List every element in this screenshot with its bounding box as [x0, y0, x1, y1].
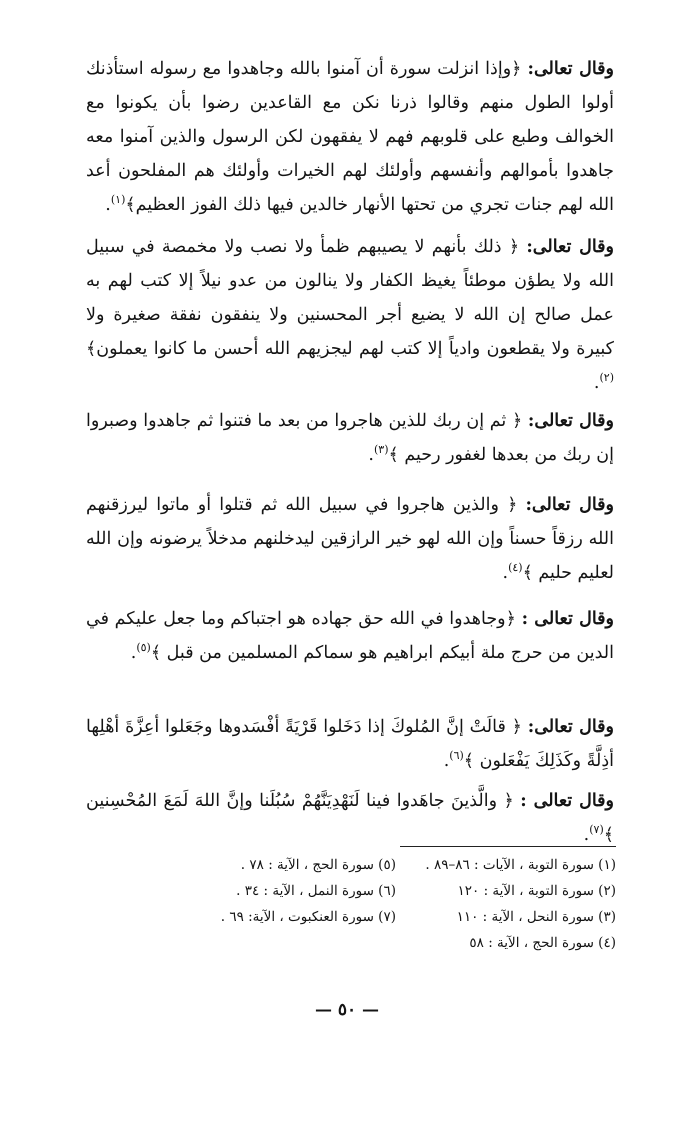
- footnote-ref: (٤): [508, 561, 523, 575]
- footnote-ref: (٣): [374, 443, 389, 457]
- footnotes-left-column: [181, 852, 396, 930]
- end-mark: .: [130, 643, 137, 663]
- footnote-ref: (٢): [599, 371, 614, 385]
- verse-text: ﴿ ذلك بأنهم لا يصيبهم ظمأ ولا نصب ولا مخمصة في سبيل الله ولا يطؤن موطئاً يغيظ الكفار ولا ينالون من عدو نيلاً إلا كتب لهم به عمل صالح إن الله لا يضيع أجر المحسنين ولا ينفقون نفقة صغيرة ولا كبيرة ولا يقطعون وادياً إلا كتب لهم ليجزيهم الله أحسن ما كانوا يعملون﴾: [86, 237, 614, 359]
- paragraph-2: [86, 230, 614, 400]
- paragraph-lead: وقال تعالى:: [525, 495, 614, 515]
- end-mark: .: [105, 195, 111, 215]
- paragraph-3: [86, 404, 614, 472]
- footnote-ref: (٧): [589, 823, 604, 837]
- end-mark: .: [593, 373, 600, 393]
- footnotes-right-column: [401, 852, 616, 956]
- footnote-2: (٢) سورة التوبة ، الآية : ١٢٠: [457, 883, 616, 899]
- footnote-ref: (٥): [136, 641, 151, 655]
- footnote-7: (٧) سورة العنكبوت ، الآية: ٦٩ .: [220, 909, 396, 925]
- paragraph-7: [86, 784, 614, 852]
- paragraph-1: [86, 52, 614, 222]
- footnote-4: (٤) سورة الحج ، الآية : ٥٨: [469, 935, 616, 951]
- footnote-ref: (٦): [449, 749, 464, 763]
- paragraph-lead: وقال تعالى :: [520, 791, 614, 811]
- footnote-divider: [400, 846, 616, 847]
- paragraph-4: [86, 488, 614, 590]
- verse-text: ﴿وإذا انزلت سورة أن آمنوا بالله وجاهدوا مع رسوله استأذنك أولوا الطول منهم وقالوا ذرنا نكن مع القاعدين رضوا بأن يكونوا مع الخوالف وطبع على قلوبهم فهم لا يفقهون لكن الرسول والذين آمنوا معه جاهدوا بأموالهم وأنفسهم وأولئك لهم الخيرات وأولئك هم المفلحون أعد الله لهم جنات تجري من تحتها الأنهار خالدين فيها ذلك الفوز العظيم﴾: [86, 59, 614, 215]
- paragraph-lead: وقال تعالى:: [527, 717, 614, 737]
- end-mark: .: [443, 751, 450, 771]
- paragraph-lead: وقال تعالى:: [527, 411, 614, 431]
- verse-text: ﴿ قالَتْ إنَّ المُلوكَ إذا دَخَلوا قَرْيَةً أفْسَدوها وجَعَلوا أعِزَّةَ أهْلِها أذِلَّةً وكَذَلِكَ يَفْعَلون ﴾: [86, 717, 614, 771]
- end-mark: .: [502, 563, 509, 583]
- end-mark: .: [583, 825, 590, 845]
- paragraph-lead: وقال تعالى:: [526, 237, 614, 257]
- footnote-5: (٥) سورة الحج ، الآية : ٧٨ .: [240, 857, 396, 873]
- page-number: — ٥٠ —: [314, 1000, 380, 1020]
- verse-text: ﴿ والَّذينَ جاهَدوا فينا لَنَهْدِيَنَّهُمْ سُبُلَنا وإنَّ اللهَ لَمَعَ المُحْسِنين ﴾: [86, 791, 614, 845]
- footnote-3: (٣) سورة النحل ، الآية : ١١٠: [456, 909, 616, 925]
- footnote-6: (٦) سورة النمل ، الآية : ٣٤ .: [236, 883, 396, 899]
- verse-text: ﴿ والذين هاجروا في سبيل الله ثم قتلوا أو ماتوا ليرزقنهم الله رزقاً حسناً وإن الله لهو خير الرازقين ليدخلنهم مدخلاً يرضونه وإن الله لعليم حليم ﴾: [86, 495, 614, 583]
- end-mark: .: [368, 445, 374, 465]
- footnote-ref: (١): [110, 193, 126, 207]
- footnote-1: (١) سورة التوبة ، الآيات : ٨٦–٨٩ .: [425, 857, 616, 873]
- verse-text: ﴿وجاهدوا في الله حق جهاده هو اجتباكم وما جعل عليكم في الدين من حرج ملة أبيكم ابراهيم هو سماكم المسلمين من قبل ﴾: [86, 609, 614, 663]
- verse-text: ﴿ ثم إن ربك للذين هاجروا من بعد ما فتنوا ثم جاهدوا وصبروا إن ربك من بعدها لغفور رحيم ﴾: [86, 411, 614, 465]
- paragraph-lead: وقال تعالى :: [521, 609, 614, 629]
- paragraph-6: [86, 710, 614, 778]
- paragraph-lead: وقال تعالى:: [527, 59, 614, 79]
- paragraph-5: [86, 602, 614, 670]
